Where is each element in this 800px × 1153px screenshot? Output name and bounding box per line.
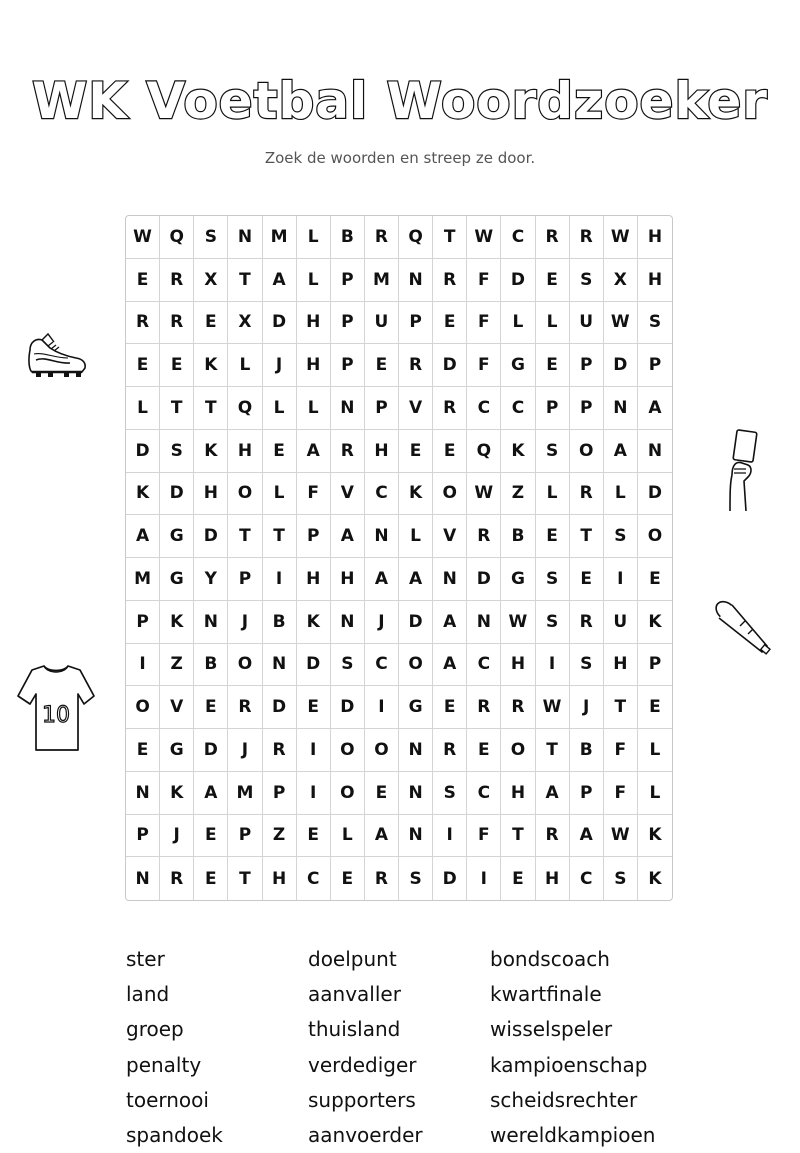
grid-cell[interactable]: E	[126, 729, 160, 772]
grid-cell[interactable]: C	[467, 772, 501, 815]
grid-cell[interactable]: U	[604, 601, 638, 644]
grid-cell[interactable]: N	[126, 857, 160, 900]
grid-cell[interactable]: O	[399, 644, 433, 687]
grid-cell[interactable]: E	[536, 259, 570, 302]
word-item: kwartfinale	[490, 982, 602, 1007]
grid-cell[interactable]: L	[604, 473, 638, 516]
jersey-number: 10	[42, 703, 70, 728]
grid-cell[interactable]: H	[331, 558, 365, 601]
grid-cell[interactable]: F	[467, 815, 501, 858]
grid-cell[interactable]: D	[331, 686, 365, 729]
grid-cell[interactable]: E	[467, 729, 501, 772]
grid-cell[interactable]: H	[263, 857, 297, 900]
grid-cell[interactable]: Q	[228, 387, 262, 430]
grid-cell[interactable]: X	[228, 302, 262, 345]
grid-cell[interactable]: J	[228, 601, 262, 644]
grid-cell[interactable]: E	[365, 772, 399, 815]
grid-cell[interactable]: D	[263, 302, 297, 345]
grid-cell[interactable]: O	[228, 473, 262, 516]
grid-cell[interactable]: E	[194, 857, 228, 900]
grid-cell[interactable]: L	[126, 387, 160, 430]
grid-cell[interactable]: P	[331, 259, 365, 302]
grid-cell[interactable]: T	[536, 729, 570, 772]
grid-cell[interactable]: K	[648, 868, 662, 889]
grid-cell[interactable]: P	[297, 515, 331, 558]
grid-cell[interactable]: N	[126, 772, 160, 815]
grid-cell[interactable]: A	[570, 815, 604, 858]
grid-cell[interactable]: C	[570, 857, 604, 900]
word-item: penalty	[126, 1052, 202, 1077]
grid-cell[interactable]: D	[433, 344, 467, 387]
grid-cell[interactable]: S	[536, 601, 570, 644]
grid-cell[interactable]: A	[331, 515, 365, 558]
word-item: ster	[126, 947, 165, 971]
grid-cell[interactable]: D	[467, 558, 501, 601]
grid-cell[interactable]: N	[638, 430, 672, 473]
grid-cell[interactable]: G	[160, 558, 194, 601]
grid-cell[interactable]: J	[570, 686, 604, 729]
grid-cell[interactable]: N	[365, 515, 399, 558]
grid-cell[interactable]: R	[536, 216, 570, 259]
grid-cell[interactable]: H	[536, 857, 570, 900]
grid-cell[interactable]: W	[536, 686, 570, 729]
grid-cell[interactable]: M	[126, 558, 160, 601]
grid-cell[interactable]: P	[228, 815, 262, 858]
grid-cell[interactable]: N	[467, 601, 501, 644]
grid-cell[interactable]: K	[638, 815, 672, 858]
grid-cell[interactable]: T	[194, 387, 228, 430]
grid-cell[interactable]: E	[570, 558, 604, 601]
grid-cell[interactable]: G	[501, 558, 535, 601]
word-column	[490, 942, 672, 1147]
grid-cell[interactable]: S	[570, 259, 604, 302]
instructions: Zoek de woorden en streep ze door.	[264, 149, 536, 167]
grid-cell[interactable]: R	[365, 216, 399, 259]
grid-cell[interactable]: H	[501, 772, 535, 815]
soccer-cleat-icon	[26, 330, 88, 380]
grid-cell[interactable]: I	[433, 815, 467, 858]
grid-cell[interactable]: E	[433, 430, 467, 473]
grid-cell[interactable]: B	[570, 729, 604, 772]
word-item: verdediger	[308, 1052, 417, 1077]
grid-cell[interactable]: L	[638, 729, 672, 772]
grid-cell[interactable]: P	[570, 772, 604, 815]
grid-cell[interactable]: P	[570, 387, 604, 430]
grid-cell[interactable]: N	[399, 772, 433, 815]
grid-cell[interactable]: F	[467, 302, 501, 345]
grid-cell[interactable]: O	[570, 430, 604, 473]
grid-cell[interactable]: J	[160, 815, 194, 858]
grid-cell[interactable]: P	[365, 387, 399, 430]
grid-cell[interactable]: E	[365, 344, 399, 387]
grid-cell[interactable]: C	[467, 387, 501, 430]
grid-cell[interactable]: D	[263, 686, 297, 729]
grid-cell[interactable]: T	[228, 857, 262, 900]
grid-cell[interactable]: L	[263, 473, 297, 516]
grid-cell[interactable]: V	[160, 686, 194, 729]
grid-cell[interactable]: S	[331, 644, 365, 687]
word-item: groep	[126, 1017, 184, 1042]
grid-cell[interactable]: A	[433, 601, 467, 644]
grid-cell[interactable]: T	[604, 686, 638, 729]
grid-cell[interactable]: F	[297, 473, 331, 516]
grid-cell[interactable]: I	[263, 558, 297, 601]
grid-cell[interactable]: N	[399, 259, 433, 302]
grid-cell[interactable]: N	[399, 729, 433, 772]
grid-cell[interactable]: I	[297, 772, 331, 815]
grid-cell[interactable]: L	[399, 515, 433, 558]
word-item: aanvaller	[308, 982, 401, 1007]
grid-cell[interactable]: P	[638, 344, 672, 387]
grid-cell[interactable]: K	[501, 430, 535, 473]
word-item: spandoek	[126, 1122, 223, 1147]
word-item: scheidsrechter	[490, 1087, 638, 1112]
page-title: WK Voetbal Woordzoeker	[32, 72, 768, 130]
grid-cell[interactable]: T	[501, 815, 535, 858]
grid-cell[interactable]: K	[399, 473, 433, 516]
grid-cell[interactable]: N	[331, 601, 365, 644]
word-item: toernooi	[126, 1087, 209, 1112]
grid-cell[interactable]: D	[604, 344, 638, 387]
grid-cell[interactable]: R	[126, 302, 160, 345]
grid-cell[interactable]: N	[433, 558, 467, 601]
grid-cell[interactable]: O	[433, 473, 467, 516]
grid-cell[interactable]: O	[228, 644, 262, 687]
grid-cell[interactable]: E	[194, 302, 228, 345]
grid-cell[interactable]: N	[228, 216, 262, 259]
grid-cell[interactable]: X	[194, 259, 228, 302]
grid-cell[interactable]: E	[433, 302, 467, 345]
grid-cell[interactable]: F	[467, 259, 501, 302]
grid-cell[interactable]: R	[467, 515, 501, 558]
grid-cell[interactable]: P	[331, 302, 365, 345]
grid-cell[interactable]: M	[263, 216, 297, 259]
word-column	[308, 942, 490, 1147]
grid-cell[interactable]: S	[604, 857, 638, 900]
grid-cell[interactable]: I	[604, 558, 638, 601]
grid-cell[interactable]: R	[570, 601, 604, 644]
grid-cell[interactable]: B	[263, 601, 297, 644]
word-item: thuisland	[308, 1017, 401, 1042]
grid-cell[interactable]: T	[570, 515, 604, 558]
grid-cell[interactable]: G	[501, 344, 535, 387]
grid-cell[interactable]: N	[194, 601, 228, 644]
grid-cell[interactable]: S	[570, 644, 604, 687]
grid-cell[interactable]: S	[536, 430, 570, 473]
grid-cell[interactable]: O	[331, 729, 365, 772]
grid-cell[interactable]: P	[399, 302, 433, 345]
grid-cell[interactable]: M	[228, 772, 262, 815]
grid-cell[interactable]: E	[536, 515, 570, 558]
grid-cell[interactable]: R	[536, 815, 570, 858]
grid-cell[interactable]: E	[638, 558, 672, 601]
grid-cell[interactable]: Z	[160, 644, 194, 687]
grid-cell[interactable]: T	[263, 515, 297, 558]
grid-cell[interactable]: J	[228, 729, 262, 772]
grid-cell[interactable]: K	[160, 772, 194, 815]
grid-cell[interactable]: P	[638, 644, 672, 687]
grid-cell[interactable]: L	[297, 387, 331, 430]
grid-cell[interactable]: Q	[467, 430, 501, 473]
grid-cell[interactable]: D	[433, 857, 467, 900]
grid-cell[interactable]: K	[638, 601, 672, 644]
grid-cell[interactable]: F	[604, 772, 638, 815]
grid-cell[interactable]: P	[331, 344, 365, 387]
grid-cell[interactable]: S	[194, 216, 228, 259]
grid-cell[interactable]: E	[501, 857, 535, 900]
vuvuzela-icon	[712, 596, 774, 658]
grid-cell[interactable]: W	[501, 601, 535, 644]
grid-cell[interactable]: H	[638, 259, 672, 302]
grid-cell[interactable]: D	[194, 729, 228, 772]
grid-cell[interactable]: H	[638, 216, 672, 259]
grid-cell[interactable]: K	[297, 601, 331, 644]
grid-cell[interactable]: E	[160, 344, 194, 387]
word-item: kampioenschap	[490, 1052, 648, 1077]
grid-cell[interactable]: I	[467, 857, 501, 900]
grid-cell[interactable]: W	[604, 302, 638, 345]
grid-cell[interactable]: V	[331, 473, 365, 516]
grid-cell[interactable]: N	[263, 644, 297, 687]
grid-cell[interactable]: O	[365, 729, 399, 772]
grid-cell[interactable]: H	[194, 473, 228, 516]
grid-cell[interactable]: W	[604, 216, 638, 259]
grid-cell[interactable]: B	[501, 515, 535, 558]
grid-cell[interactable]: L	[536, 473, 570, 516]
grid-cell[interactable]: R	[365, 857, 399, 900]
grid-cell[interactable]: E	[126, 344, 160, 387]
grid-cell[interactable]: G	[160, 729, 194, 772]
grid-cell[interactable]: S	[638, 302, 672, 345]
grid-cell[interactable]: A	[194, 772, 228, 815]
grid-cell[interactable]: Q	[160, 216, 194, 259]
grid-cell[interactable]: H	[228, 430, 262, 473]
grid-cell[interactable]: R	[433, 387, 467, 430]
grid-cell[interactable]: R	[160, 259, 194, 302]
grid-cell[interactable]: B	[194, 644, 228, 687]
grid-cell[interactable]: A	[365, 815, 399, 858]
grid-cell[interactable]: E	[638, 686, 672, 729]
grid-cell[interactable]: H	[297, 558, 331, 601]
grid-cell[interactable]: B	[331, 216, 365, 259]
grid-cell[interactable]: R	[433, 729, 467, 772]
grid-cell[interactable]: O	[331, 772, 365, 815]
grid-cell[interactable]: G	[160, 515, 194, 558]
grid-cell[interactable]: H	[297, 344, 331, 387]
grid-cell[interactable]: R	[160, 302, 194, 345]
grid-cell[interactable]: T	[228, 515, 262, 558]
grid-cell[interactable]: I	[126, 644, 160, 687]
grid-cell[interactable]: A	[536, 772, 570, 815]
grid-cell[interactable]: D	[160, 473, 194, 516]
grid-cell[interactable]: W	[604, 815, 638, 858]
grid-cell[interactable]: S	[604, 515, 638, 558]
grid-cell[interactable]: I	[297, 729, 331, 772]
grid-cell[interactable]: A	[263, 259, 297, 302]
yellow-card-hand-icon	[718, 425, 766, 515]
grid-cell[interactable]: N	[399, 815, 433, 858]
grid-cell[interactable]: P	[228, 558, 262, 601]
grid-cell[interactable]: L	[536, 302, 570, 345]
grid-cell[interactable]: W	[126, 216, 160, 259]
grid-cell[interactable]: V	[433, 515, 467, 558]
grid-cell[interactable]: V	[399, 387, 433, 430]
word-item: supporters	[308, 1087, 416, 1112]
grid-cell[interactable]: D	[126, 430, 160, 473]
grid-cell[interactable]: P	[126, 601, 160, 644]
grid-cell[interactable]: J	[365, 601, 399, 644]
grid-cell[interactable]: Y	[194, 558, 228, 601]
grid-cell[interactable]: J	[263, 344, 297, 387]
grid-cell[interactable]: P	[536, 387, 570, 430]
grid-cell[interactable]: D	[638, 473, 672, 516]
grid-cell[interactable]: L	[297, 259, 331, 302]
grid-cell[interactable]: P	[263, 772, 297, 815]
grid-cell[interactable]: A	[297, 430, 331, 473]
grid-cell[interactable]: E	[194, 815, 228, 858]
grid-cell[interactable]: R	[263, 729, 297, 772]
grid-cell[interactable]: L	[501, 302, 535, 345]
grid-cell[interactable]: C	[501, 387, 535, 430]
grid-cell[interactable]: G	[399, 686, 433, 729]
grid-cell[interactable]: S	[433, 772, 467, 815]
word-column	[126, 942, 308, 1147]
grid-cell[interactable]: N	[331, 387, 365, 430]
grid-cell[interactable]: S	[160, 430, 194, 473]
grid-cell[interactable]: A	[399, 558, 433, 601]
grid-cell[interactable]: H	[501, 644, 535, 687]
grid-cell[interactable]: T	[433, 216, 467, 259]
grid-cell[interactable]: S	[399, 857, 433, 900]
grid-cell[interactable]: U	[365, 302, 399, 345]
grid-cell[interactable]: R	[433, 259, 467, 302]
grid-cell[interactable]: A	[126, 515, 160, 558]
grid-cell[interactable]: E	[536, 344, 570, 387]
grid-cell[interactable]: A	[433, 644, 467, 687]
grid-cell[interactable]: L	[297, 216, 331, 259]
grid-cell[interactable]: T	[228, 259, 262, 302]
grid-cell[interactable]: F	[604, 729, 638, 772]
grid-cell[interactable]: W	[467, 473, 501, 516]
grid-cell[interactable]: O	[501, 729, 535, 772]
word-item: land	[126, 982, 170, 1007]
word-item: aanvoerder	[308, 1122, 423, 1147]
jersey-10-icon	[16, 660, 96, 756]
grid-cell[interactable]: E	[331, 857, 365, 900]
grid-cell[interactable]: O	[638, 515, 672, 558]
grid-cell[interactable]: R	[160, 857, 194, 900]
word-item: doelpunt	[308, 947, 397, 971]
grid-cell[interactable]: Z	[263, 815, 297, 858]
grid-cell[interactable]: L	[228, 344, 262, 387]
grid-cell[interactable]: R	[399, 344, 433, 387]
word-list	[126, 942, 686, 1147]
grid-cell[interactable]: I	[365, 686, 399, 729]
grid-cell[interactable]: R	[228, 686, 262, 729]
grid-cell[interactable]: H	[365, 430, 399, 473]
grid-cell[interactable]: E	[126, 259, 160, 302]
grid-cell[interactable]: P	[570, 344, 604, 387]
grid-cell[interactable]: K	[194, 344, 228, 387]
grid-cell[interactable]: S	[536, 558, 570, 601]
grid-cell[interactable]: H	[297, 302, 331, 345]
word-item: wereldkampioen	[490, 1122, 656, 1147]
grid-cell[interactable]: D	[501, 259, 535, 302]
grid-cell[interactable]: K	[160, 601, 194, 644]
grid-cell[interactable]: Q	[399, 216, 433, 259]
grid-cell[interactable]: Z	[501, 473, 535, 516]
grid-cell[interactable]: R	[467, 686, 501, 729]
grid-cell[interactable]: D	[399, 601, 433, 644]
grid-cell[interactable]: R	[570, 473, 604, 516]
grid-cell[interactable]: R	[331, 430, 365, 473]
grid-cell[interactable]: A	[365, 558, 399, 601]
grid-cell[interactable]: D	[194, 515, 228, 558]
grid-cell[interactable]: C	[365, 644, 399, 687]
grid-cell[interactable]: U	[570, 302, 604, 345]
grid-cell[interactable]: E	[433, 686, 467, 729]
grid-cell[interactable]: C	[501, 216, 535, 259]
grid-cell[interactable]: C	[365, 473, 399, 516]
grid-cell[interactable]: R	[570, 216, 604, 259]
grid-cell[interactable]: H	[604, 644, 638, 687]
grid-cell[interactable]: N	[604, 387, 638, 430]
grid-cell[interactable]: C	[467, 644, 501, 687]
word-search-grid	[125, 215, 673, 901]
grid-cell[interactable]: X	[604, 259, 638, 302]
grid-cell[interactable]: F	[467, 344, 501, 387]
grid-cell[interactable]: K	[126, 473, 160, 516]
grid-cell[interactable]: E	[263, 430, 297, 473]
grid-cell[interactable]: C	[297, 857, 331, 900]
grid-cell[interactable]: E	[194, 686, 228, 729]
grid-cell[interactable]: M	[365, 259, 399, 302]
grid-cell[interactable]: A	[638, 387, 672, 430]
grid-cell[interactable]: P	[126, 815, 160, 858]
word-item: wisselspeler	[490, 1017, 613, 1042]
grid-cell[interactable]: A	[604, 430, 638, 473]
grid-cell[interactable]: E	[297, 815, 331, 858]
grid-cell[interactable]: D	[297, 644, 331, 687]
grid-cell[interactable]: I	[536, 644, 570, 687]
grid-cell[interactable]: W	[467, 216, 501, 259]
grid-cell[interactable]: L	[638, 772, 672, 815]
word-item: bondscoach	[490, 947, 610, 971]
grid-cell[interactable]: O	[126, 686, 160, 729]
grid-cell[interactable]: T	[160, 387, 194, 430]
grid-cell[interactable]: E	[399, 430, 433, 473]
grid-cell[interactable]: E	[297, 686, 331, 729]
grid-cell[interactable]: L	[331, 815, 365, 858]
grid-cell[interactable]: K	[194, 430, 228, 473]
grid-cell[interactable]: L	[263, 387, 297, 430]
grid-cell[interactable]: R	[501, 686, 535, 729]
